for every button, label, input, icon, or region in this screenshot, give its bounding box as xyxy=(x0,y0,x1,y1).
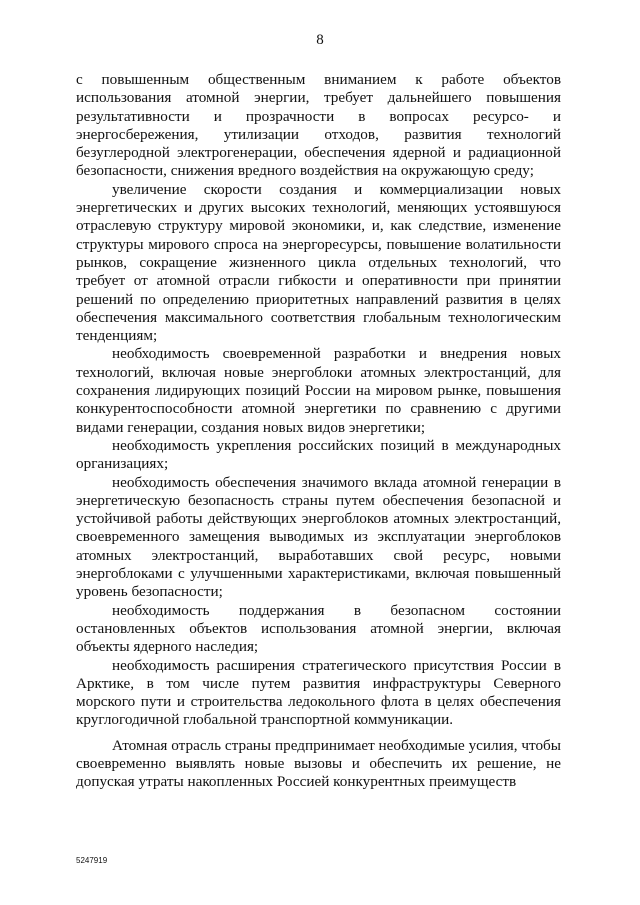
page-number: 8 xyxy=(316,32,324,48)
paragraph-nuclear-legacy: необходимость поддержания в безопасном состоянии остановленных объектов использования атомной энергии, включая объекты ядерного наследия; xyxy=(76,601,561,656)
paragraph-arctic: необходимость расширения стратегического присутствия России в Арктике, в том числе путем развития инфраструктуры Северного морского пути и строительства ледокольного флота в целях обеспечения круглогодичной глобальной транспортной коммуникации. xyxy=(76,656,561,729)
document-code: 5247919 xyxy=(76,856,108,865)
paragraph-technology-speed: увеличение скорости создания и коммерциализации новых энергетических и других высоких технологий, меняющих устоявшуюся отраслевую структуру мировой экономики, и, как следствие, изменение структуры мирового спроса на энергоресурсы, повышение волатильности рынков, сокращение жизненного цикла отдельных технологий, что требует от атомной отрасли гибкости и оперативности при принятии решений по определению приоритетных направлений развития в целях обеспечения максимального соответствия глобальным технологическим тенденциям; xyxy=(76,180,561,345)
body-text xyxy=(76,71,561,792)
paragraph-international-positions: необходимость укрепления российских позиций в международных организациях; xyxy=(76,436,561,473)
paragraph-energy-security: необходимость обеспечения значимого вклада атомной генерации в энергетическую безопасность страны путем обеспечения безопасной и устойчивой работы действующих энергоблоков атомных электростанций, своевременного замещения выводимых из эксплуатации энергоблоков атомных электростанций, выработавших свой ресурс, новыми энергоблоками с улучшенными характеристиками, включая повышенный уровень безопасности; xyxy=(76,473,561,601)
paragraph-continuation: с повышенным общественным вниманием к работе объектов использования атомной энергии, требует дальнейшего повышения результативности и прозрачности в вопросах ресурсо- и энергосбережения, утилизации отходов, развития технологий безуглеродной электрогенерации, обеспечения ядерной и радиационной безопасности, снижения вредного воздействия на окружающую среду; xyxy=(76,71,561,180)
paragraph-industry-efforts: Атомная отрасль страны предпринимает необходимые усилия, чтобы своевременно выявлять новые вызовы и обеспечить их решение, не допуская утраты накопленных Россией конкурентных преимуществ xyxy=(76,736,561,791)
paragraph-new-technologies: необходимость своевременной разработки и внедрения новых технологий, включая новые энергоблоки атомных электростанций, для сохранения лидирующих позиций России на мировом рынке, повышения конкурентоспособности атомной энергетики по сравнению с другими видами генерации, создания новых видов энергетики; xyxy=(76,345,561,436)
